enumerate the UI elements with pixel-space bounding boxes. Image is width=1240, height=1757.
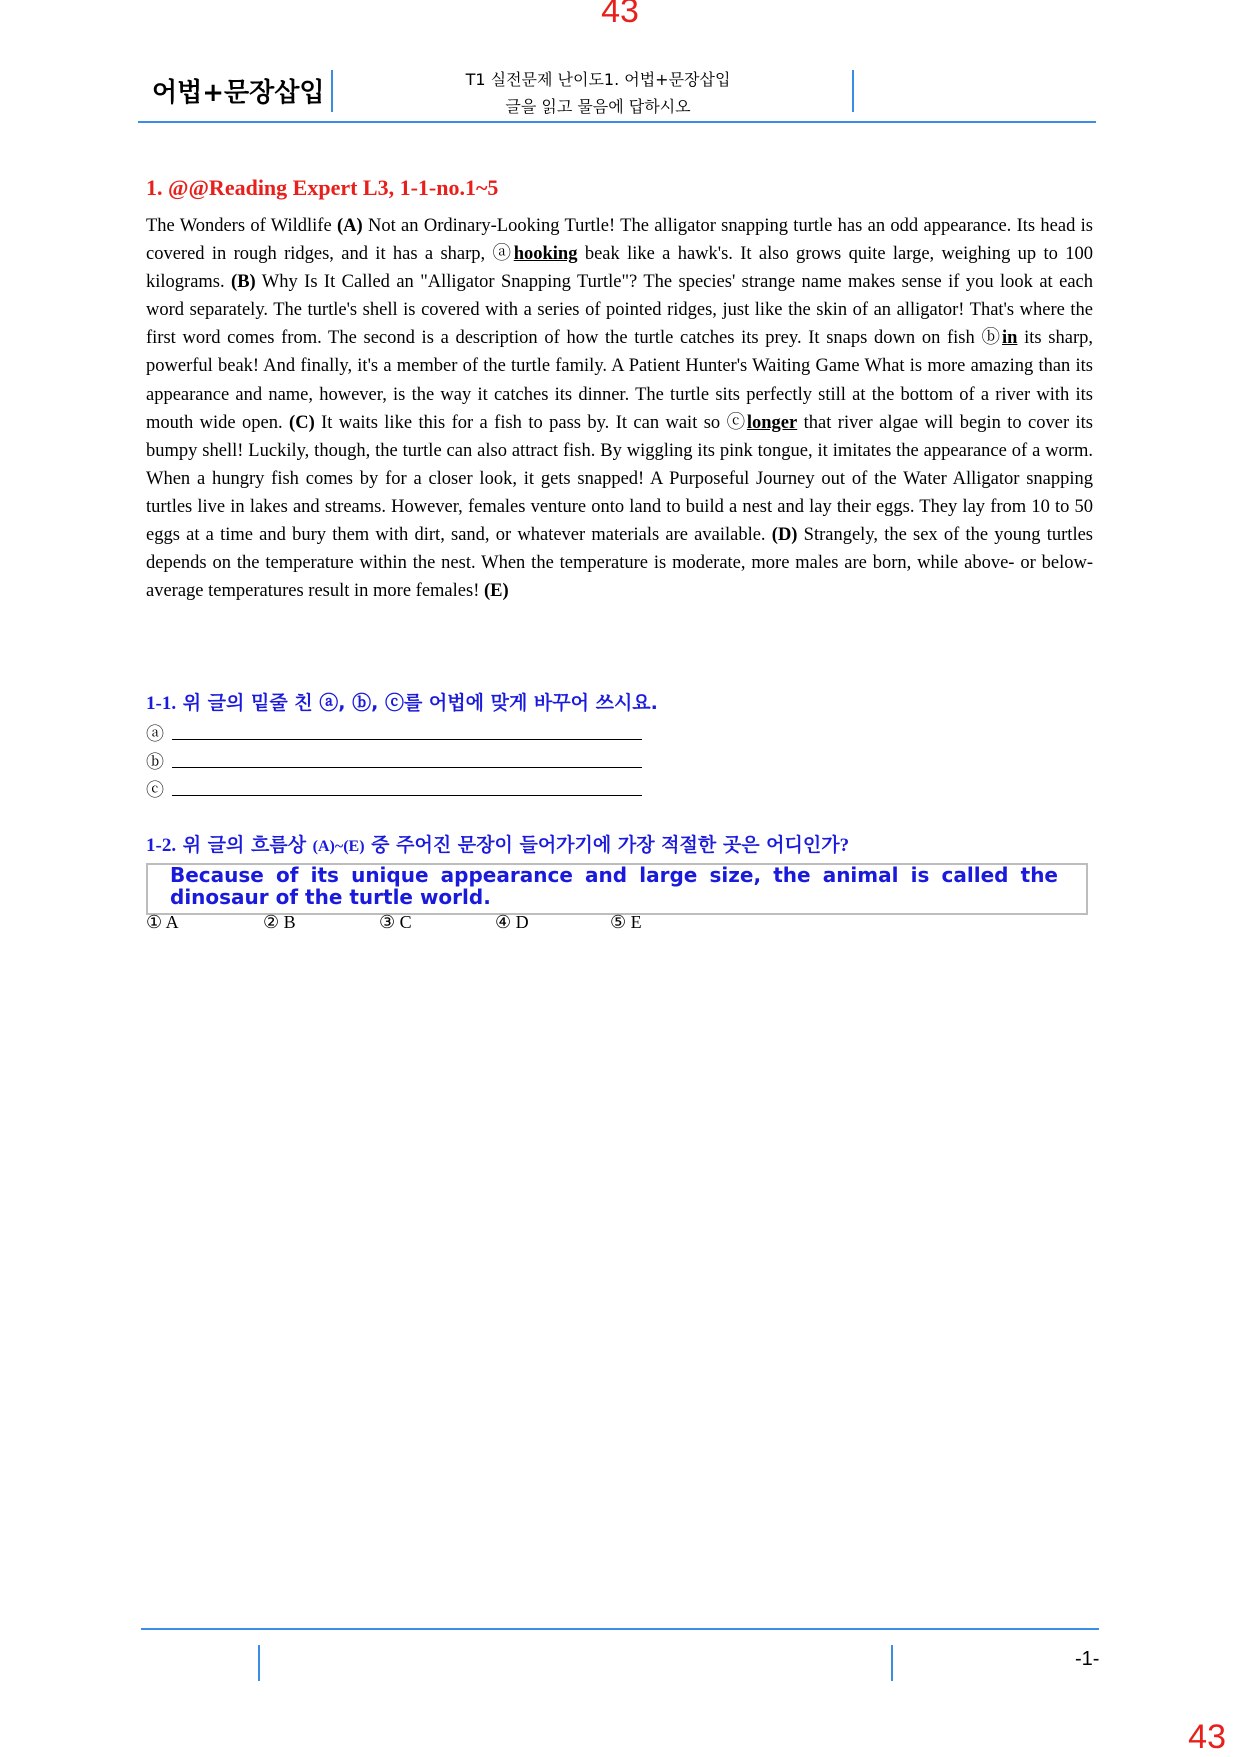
answer-blank-c[interactable]: ⓒ: [146, 776, 642, 802]
section-title: 어법+문장삽입: [152, 78, 325, 108]
choice-1[interactable]: ① A: [146, 912, 179, 932]
choice-2[interactable]: ② B: [263, 912, 296, 932]
header-divider-right: [852, 70, 854, 112]
marker-e: (E): [483, 581, 509, 602]
footer-page-number: -1-: [1075, 1648, 1100, 1670]
marker-c: (C): [289, 412, 315, 433]
underline-a-mark: ⓐ: [492, 244, 514, 265]
subquestion-2-title: 1-2. 위 글의 흐름상 (A)~(E) 중 주어진 문장이 들어가기에 가장 적절한 곳은 어디인가?: [146, 834, 850, 856]
header-rule: [138, 121, 1096, 123]
reading-passage: The Wonders of Wildlife (A) Not an Ordinary-Looking Turtle! The alligator snapping turtle has an odd appearance. Its head is covered in rough ridges, and it has a sharp, ⓐhooking beak like a hawk's. It also grows quite large, weighing up to 100 kilograms. (B) Why Is It Called an "Alligator Snapping Turtle"? The species' strange name makes sense if you look at each word separately. The turtle's shell is covered with a series of pointed ridges, just like the skin of an alligator! That's where the first word comes from. The second is a description of how the turtle catches its prey. It snaps down on fish ⓑin its sharp, powerful beak! And finally, it's a member of the turtle family. A Patient Hunter's Waiting Game What is more amazing than its appearance and name, however, is the way it catches its dinner. The turtle sits perfectly still at the bottom of a river with its mouth wide open. (C) It waits like this for a fish to pass by. It can wait so ⓒlonger that river algae will begin to cover its bumpy shell! Luckily, though, the turtle can also attract fish. By wiggling its pink tongue, it imitates the appearance of a worm. When a hungry fish comes by for a closer look, it gets snapped! A Purposeful Journey out of the Water Alligator snapping turtles live in lakes and streams. However, females venture onto land to build a nest and lay their eggs. They lay from 10 to 50 eggs at a time and bury them with dirt, sand, or whatever materials are available. (D) Strangely, the sex of the young turtles depends on the temperature within the nest. When the temperature is moderate, more males are born, while above- or below-average temperatures result in more females! (E): [146, 216, 1093, 602]
answer-blank-a[interactable]: ⓐ: [146, 720, 642, 746]
given-sentence: Because of its unique appearance and large size, the animal is called the dinosaur of the turtle world.: [170, 863, 1058, 909]
footer-divider-left: [258, 1645, 260, 1681]
answer-blank-b[interactable]: ⓑ: [146, 748, 642, 774]
header-line2: 글을 읽고 물음에 답하시오: [505, 97, 691, 116]
marker-b: (B): [231, 272, 256, 293]
marker-d: (D): [771, 525, 798, 546]
header-line1: T1 실전문제 난이도1. 어법+문장삽입: [465, 70, 731, 89]
underline-c: longer: [746, 412, 798, 433]
choice-4[interactable]: ④ D: [495, 912, 529, 932]
underline-b: in: [1002, 328, 1018, 349]
footer-rule: [141, 1628, 1099, 1630]
question-title: 1. @@Reading Expert L3, 1-1-no.1~5: [146, 175, 499, 200]
page-number-bottom: 43: [1188, 1718, 1226, 1756]
underline-c-mark: ⓒ: [726, 412, 747, 433]
header-divider-left: [331, 70, 333, 112]
choice-5[interactable]: ⑤ E: [610, 912, 642, 932]
marker-a: (A): [336, 216, 363, 236]
subquestion-1-title: 1-1. 위 글의 밑줄 친 ⓐ, ⓑ, ⓒ를 어법에 맞게 바꾸어 쓰시요.: [146, 692, 658, 714]
header-instructions: [336, 66, 860, 120]
choice-3[interactable]: ③ C: [379, 912, 412, 932]
page-number-top: 43: [601, 0, 639, 30]
underline-b-mark: ⓑ: [981, 328, 1002, 349]
underline-a: hooking: [513, 244, 578, 265]
footer-divider-right: [891, 1645, 893, 1681]
